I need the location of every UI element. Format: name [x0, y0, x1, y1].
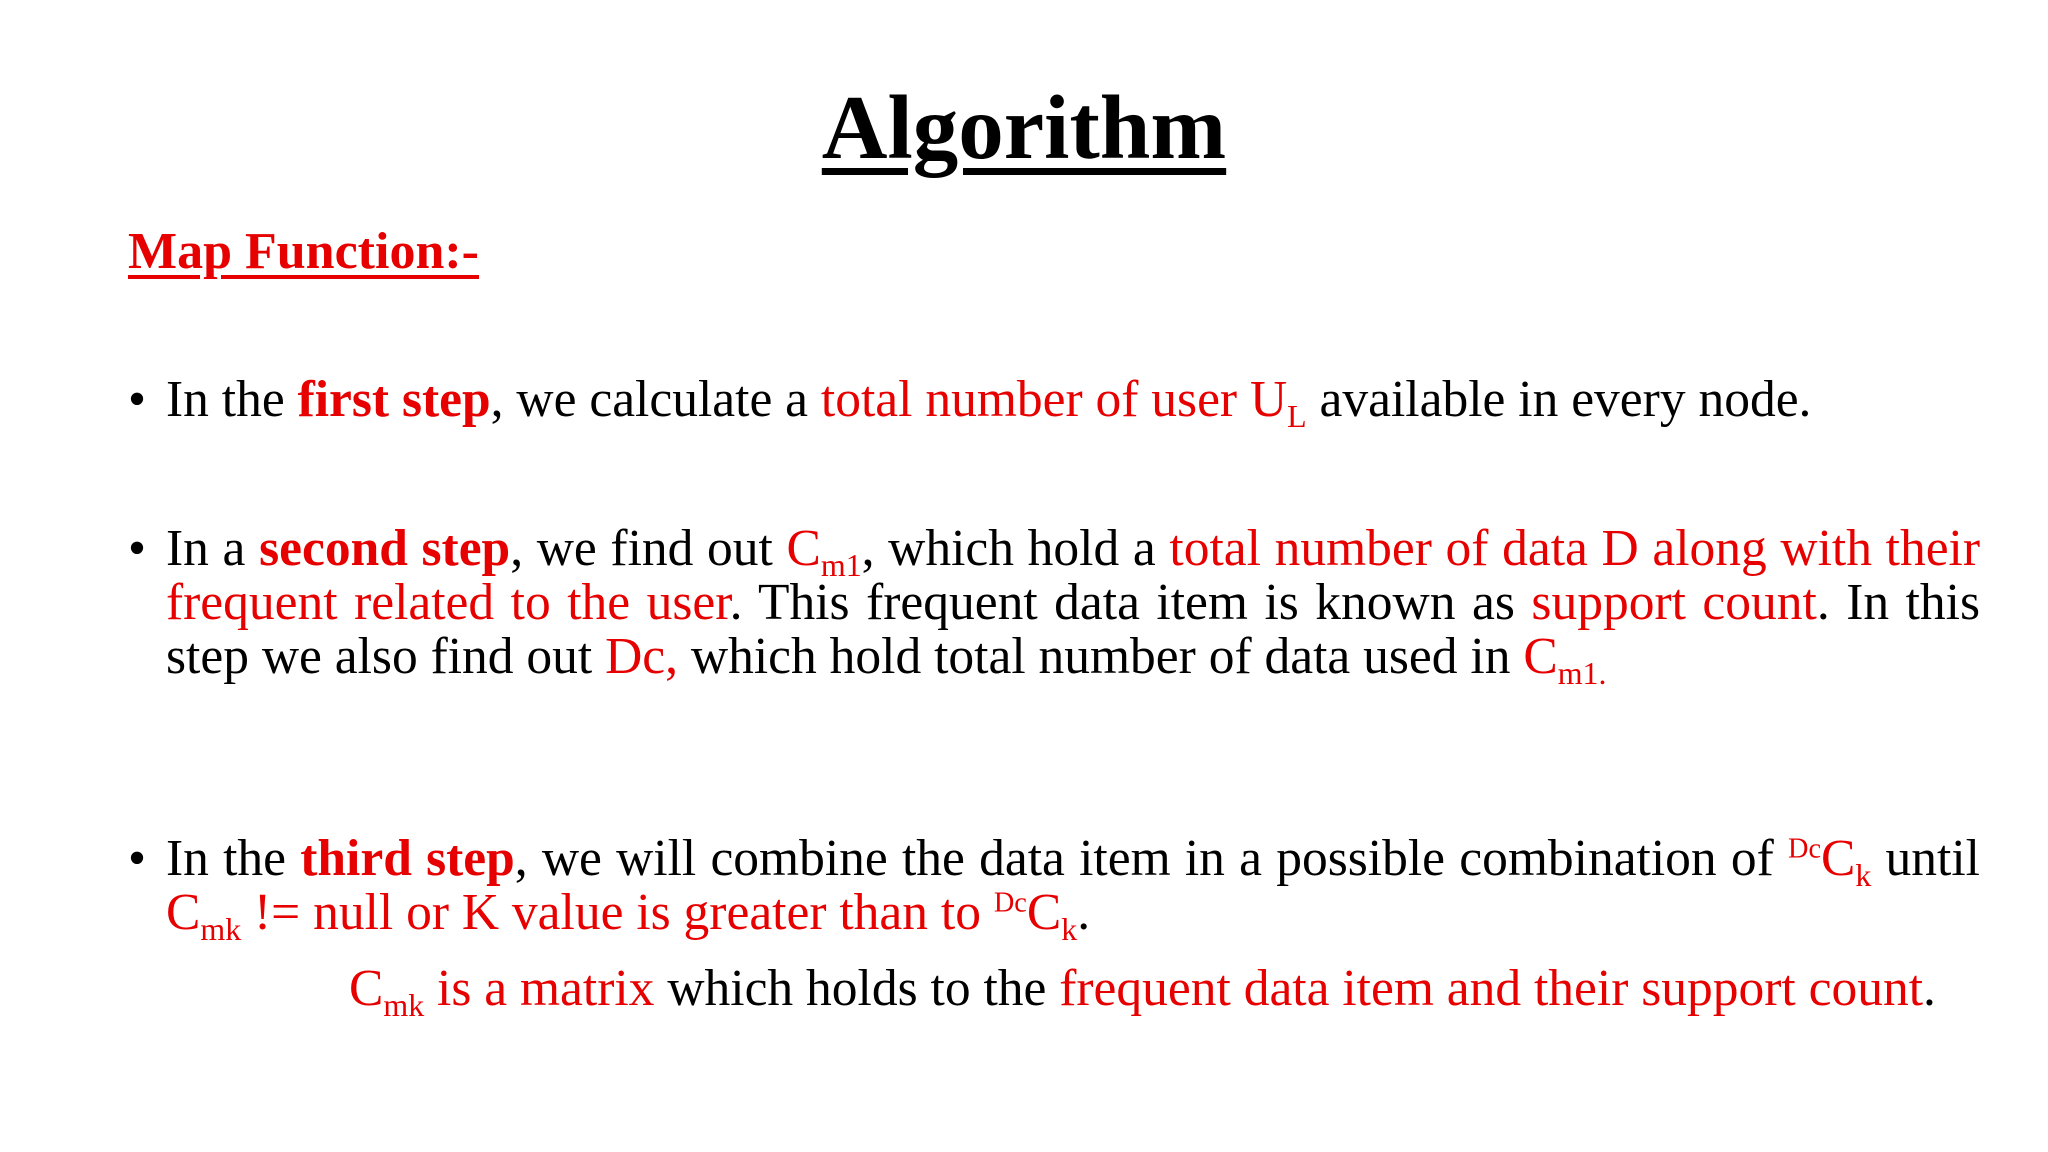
subscript: m1.	[1557, 656, 1607, 692]
highlight-text: second step	[259, 520, 511, 577]
text-span: total number of user U	[820, 371, 1288, 428]
subscript: k	[1061, 912, 1078, 948]
bullet-icon: •	[128, 520, 147, 577]
highlight-text: Dc,	[605, 628, 679, 685]
highlight-text	[1523, 628, 1607, 692]
subscript: m1	[820, 548, 862, 584]
text-span: != null or K value is greater than to	[241, 884, 994, 941]
text-span: C	[166, 884, 201, 941]
text-span: C	[1821, 830, 1856, 887]
highlight-text: frequent data item and their support count	[1059, 960, 1924, 1017]
text-span: In the	[166, 371, 298, 428]
bullet-text-3-continuation	[166, 960, 1980, 1024]
bullet-item-3	[128, 830, 1980, 1024]
bullet-text-2	[166, 520, 1981, 692]
bullet-icon: •	[128, 371, 147, 428]
subscript: mk	[383, 988, 425, 1024]
text-span: , which hold a	[861, 520, 1170, 577]
text-span: . This frequent data item is known as	[729, 574, 1532, 631]
text-span: C	[1523, 628, 1558, 685]
text-span: C	[1026, 884, 1062, 941]
bullet-icon: •	[128, 830, 147, 887]
bullet-item-2	[128, 520, 1981, 692]
text-span: C	[349, 960, 384, 1017]
highlight-text: first step	[297, 371, 491, 428]
text-span: .	[1077, 884, 1091, 941]
subscript: k	[1855, 858, 1872, 894]
text-span: .	[1923, 960, 1936, 1017]
text-span: until	[1871, 830, 1980, 887]
text-span: available in every node.	[1306, 371, 1812, 428]
text-span: which hold total number of data used in	[678, 628, 1524, 685]
highlight-text: support count	[1531, 574, 1817, 631]
text-span: In a	[166, 520, 260, 577]
superscript: Dc	[1788, 833, 1822, 865]
bullet-item-1	[128, 371, 1980, 435]
highlight-text	[349, 960, 655, 1024]
highlight-text	[786, 520, 862, 584]
section-heading: Map Function:-	[128, 223, 479, 280]
highlight-text: total number of data D along with their frequent related to the user	[166, 520, 1981, 631]
bullet-text-3	[166, 830, 1980, 948]
text-span: is a matrix	[424, 960, 655, 1017]
text-span: . In this step we also find out	[166, 574, 1981, 685]
text-span: , we find out	[510, 520, 787, 577]
highlight-text	[820, 371, 1307, 435]
highlight-text	[1788, 830, 1872, 894]
text-span: , we calculate a	[490, 371, 821, 428]
superscript: Dc	[993, 887, 1027, 919]
text-span: , we will combine the data item in a possible combination of	[514, 830, 1788, 887]
highlight-text	[166, 884, 1078, 948]
subscript: L	[1287, 399, 1307, 435]
bullet-text-1	[166, 371, 1980, 435]
text-span: which holds to the	[654, 960, 1060, 1017]
highlight-text: third step	[300, 830, 515, 887]
slide-title-text: Algorithm	[821, 77, 1227, 178]
text-span: In the	[166, 830, 301, 887]
text-span: C	[786, 520, 821, 577]
slide-title	[0, 77, 2048, 178]
subscript: mk	[200, 912, 242, 948]
